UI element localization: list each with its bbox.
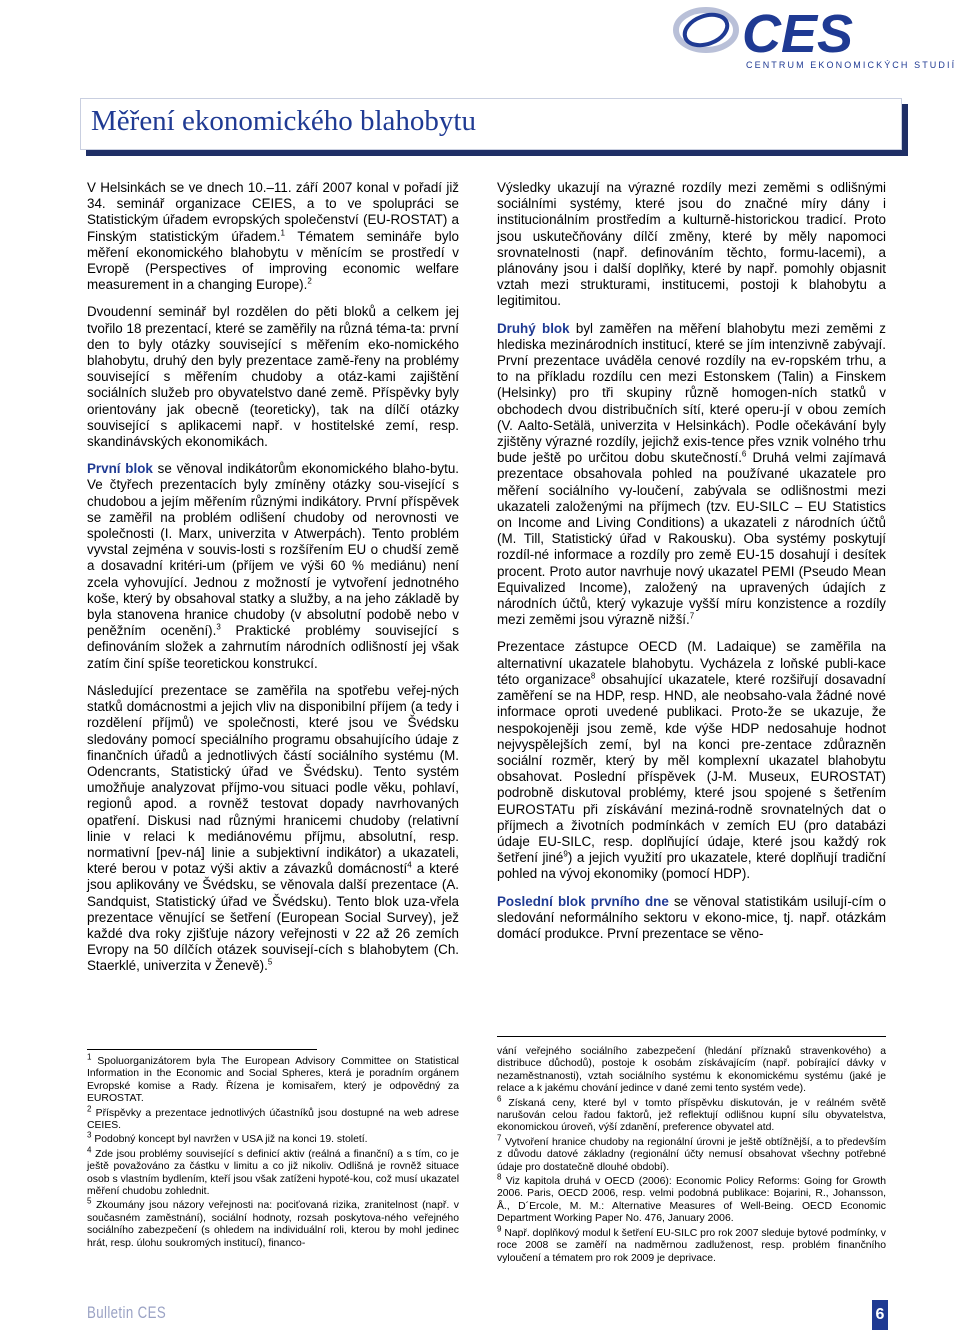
last-block-paragraph: Poslední blok prvního dne se věnoval statistikám usilují-cím o sledování neformálního sektoru v ekono-mice, tj. např. otázkám domácí produkce. První prezentace se věno- [497,893,886,941]
footnotes-right [497,1046,886,1267]
footnote-8: $^8$ Viz kapitola druhá v OECD (2006): Economic Policy Reforms: Going for Growth 2006. Paris, OECD 2006, resp. velmi podobná publikace: Bojarini, R., Johansson, Å., D´Ercole, M. M.: Alternative Measures of Well-Being. OECD Economic Department Working Paper No. 476, January 2006. [497,1172,886,1225]
footnote-2: $^2$ Příspěvky a prezentace jednotlivých účastníků jsou dostupné na web adrese CEIES. [87,1104,460,1132]
footnote-rule-right [497,1036,886,1037]
oecd-paragraph: Prezentace zástupce OECD (M. Ladaique) se zaměřila na alternativní ukazatele blahobytu. Vycházela z loňské publi-kace této organizace$^8$ obsahující ukazatele, které rozšiřují dosavadní zaměření se na HDP, resp. HND, ale neobsaho-vala žádné nové informace oproti uvedené publikaci. Proto-že se ukazuje, že nespokojeněji jsou země, kde výše HDP nedosahuje hodnot nejvyspělejších zemí, byl na konci pre-zentace zdůrazněn sociální rozměr, který by měl komplexní ukazatel blahobytu obsahovat. Poslední příspěvek (J-M. Museux, EUROSTAT) podrobně diskutoval problémy, které jsou spojené s šetřením EUROSTATu při získávání meziná-rodně srovnatelných dat o příjmech a životních podmínkách v zemích EU (pro databázi údaje EU-SILC, resp. doplňující údaje, které jsou každý rok šetření jiné$^9$) a jejich využití pro ukazatele, které doplňují tradiční pohled na vývoj ekonomiky (pomocí HDP). [497,639,886,882]
right-column [497,180,886,953]
left-column [87,180,459,986]
logo-subtitle: CENTRUM EKONOMICKÝCH STUDIÍ [746,60,957,70]
first-block-paragraph: První blok se věnoval indikátorům ekonomického blaho-bytu. Ve čtyřech prezentacích byly zmíněny otázky sou-visející s chudobou a jejím měřením různými indikátory. První příspěvek se zaměřil na problém odlišení chudoby od nerovnosti ve společnosti (I. Marx, univerzita v Atwerpách). Tento problém vyvstal zejména v souvis-losti s rozšířením EU o chudší země a dosavadní kritéri-um (příjem ve výši 60 % mediánu) není zcela vyhovující. Jednou z možností je vytvoření jednotného koše, který by obsahoval statky a služby, a na jeho základě by byla stanovena hranice chudoby (v absolutní podobě nebo v peněžním ocenění).$^3$ Praktické problémy související s definováním složek a zahrnutím národních odlišností jej však zatím činí spíše teoretickou konstrukcí. [87,461,460,671]
footnote-5-continued: vání veřejného sociálního zabezpečení (hledání příznaků stravenkového) a distribuce důchodů), postoje k osobám získávajícím (např. pobírající dávky v nezaměstnanosti), vztah sociálního systému k ekonomickému systému (jaké je relace a k jakému chování jedince v dané zemi tento systém vede). [497,1046,886,1095]
publication-name: Bulletin CES [87,1303,167,1322]
page-number: 6 [872,1300,888,1330]
footnotes-left [87,1052,460,1252]
footnote-rule-left [87,1049,317,1050]
results-paragraph: Výsledky ukazují na výrazné rozdíly mezi zeměmi s odlišnými sociálními systémy, které jsou do značné míry dány i institucionálním prostředím a kulturně-historickou tradicí. Proto jsou uskutečňovány dílčí změny, které by měly napomoci srovnatelnosti (např. definováním těchto, formu-lacemi), a plánovány jsou i další doplňky, které by např. pomohly objasnit vztah mezi strukturami, institucemi, postoji k blahobytu a legitimitou. [497,180,886,309]
title-band [80,98,902,150]
footnote-1: $^1$ Spoluorganizátorem byla The European Advisory Committee on Statistical Information in the Economic and Social Spheres, která je poradním orgánem Evropské komise a Rady. Řízena je komisařem, který je odpovědný za EUROSTAT. [87,1052,459,1105]
footnote-6: $^6$ Získaná ceny, které byl v tomto příspěvku diskutován, je v reálném světě narušován celou řadou faktorů, jež reflektují odlišnou kupní sílu obyvatelstva, ekonomickou úroveň, výší zdanění, preference obyvatel atd. [497,1094,886,1134]
last-block-label: Poslední blok prvního dne [497,893,669,909]
second-block-label: Druhý blok [497,320,570,336]
ces-logo [672,2,957,72]
second-block-paragraph: Druhý blok byl zaměřen na měření blahobytu mezi zeměmi z hlediska mezinárodních institucí, které se jím intenzivně zabývají. První prezentace uváděla cenové rozdíly na ev-ropském trhu, a to na příkladu rozdílu cen mezi Estonskem (Talin) a Finskem (Helsinky) pro tři skupiny různě homogen-ních statků v obchodech dvou distribučních sítí, které operu-jí v obou zemích (V. Aalto-Setälä, univerzita v Helsinkách). Podle očekávání byly zjištěny výrazné rozdíly, jejichž exis-tence přes vznik volného trhu bude ještě po určitou dobu skutečností.$^6$ Druhá velmi zajímavá prezentace obsahovala pohled na používané ukazatele pro měření sociálního vy-loučení, zabývala se odlišnostmi mezi ukazateli založenými na příjmech (tzv. EU-SILC – EU Statistics on Income and Living Conditions) a ukazateli z národních účtů (M. Till, Statistický úřad v Rakousku). Oba systémy poskytují rozdíl-né informace a rozdíly pro země EU-15 dosahují i desítek procent. Proto autor navrhuje nový ukazatel PEMI (Pseudo Mean Equivalized Income), založený na upravených údajích z národních účtů, který vykazuje vyšší míru konzistence a rozdíly mezi zeměmi jsou výrazně nižší.$^7$ [497,320,886,628]
overview-paragraph: Dvoudenní seminář byl rozdělen do pěti bloků a celkem jej tvořilo 18 prezentací, které se zaměřily na různá téma-ta: první den to byly otázky související s měřením eko-nomického blahobytu, druhý den byly prezentace zamě-řeny na problémy související s měřením chudoby a otáz-kami zajištění sociálních služeb pro obyvatelstvo dané země. Příspěvky byly orientovány jak obecně (teoreticky), tak na dílčí otázky související s aplikacemi např. v hostitelské zemí, resp. skandinávských ekonomikách. [87,304,459,450]
footnote-4: $^4$ Zde jsou problémy související s definicí aktiv (reálná a finanční) a s tím, co je ještě považováno za částku v limitu a co již nikoliv. Odlišná je rovněž situace osob s vlastním bydlením, kteří jsou však zatíženi hypoté-kou, což musí ukazatel měření chudobu zohlednit. [87,1145,459,1198]
intro-paragraph: V Helsinkách se ve dnech 10.–11. září 2007 konal v pořadí již 34. seminář organizace CEIES, a to ve spolupráci se Statistickým úřadem evropských společenství (EU-ROSTAT) a Finským statistickým úřadem.$^1$ Tématem semináře bylo měření ekonomického blahobytu v měnícím se prostředí v Evropě (Perspectives of improving economic welfare measurement in a changing Europe).$^2$ [87,180,459,293]
footnote-9: $^9$ Např. doplňkový modul k šetření EU-SILC pro rok 2007 sleduje bytové podmínky, v roce 2008 se zaměří na nadměrnou zadluženost, resp. problém finančního vyloučení a tématem pro rok 2009 je deprivace. [497,1224,887,1264]
footnote-7: $^7$ Vytvoření hranice chudoby na regionální úrovni je ještě obtížnější, a to především z důvodu datové základny (regionální účty nemusí obsahovat všechny potřebné údaje pro dostatečně dlouhé období). [497,1133,887,1173]
next-presentation-paragraph: Následující prezentace se zaměřila na spotřebu veřej-ných statků domácnostmi a jejich vliv na disponibilní příjem (a tedy i rozdělení příjmů) ve společnosti, které jsou ve Švédsku sledovány pomocí speciálního programu obsahujícího údaje z finančních úřadů a jednotlivých částí sociálního systému (M. Odencrants, Statistický úřad ve Švédsku). Tento systém umožňuje analyzovat příjmo-vou situaci podle věku, pohlaví, regionů apod. a rovněž testovat dopady navrhovaných opatření. Diskusi nad různými hranicemi chudoby (relativní linie v relaci k mediánovému příjmu, absolutní, resp. normativní [pev-ná] linie a subjektivní indikátor) a ukazateli, které berou v potaz výši aktiv a závazků domácností$^4$ a které jsou aplikovány ve Švédsku, se věnovala další prezentace (A. Sandquist, Statistický úřad ve Švédsku). Tento blok uza-vřela prezentace věnující se šetření (European Social Survey), jež každé dva roky zjišťuje názory veřejnosti v 22 až 26 zemích Evropy na 50 dílčích otázek souvisejí-cích s blahobytem (Ch. Staerklé, univerzita v Ženevě).$^5$ [87,682,459,974]
page-title: Měření ekonomického blahobytu [91,105,476,137]
first-block-label: První blok [87,461,153,477]
footnote-3: $^3$ Podobný koncept byl navržen v USA již na konci 19. století. [87,1130,368,1146]
footnote-5: $^5$ Zkoumány jsou názory veřejnosti na: pociťovaná rizika, zranitelnost (např. v současném zaměstnání), sociální hodnoty, rozsah poskytova-ného veřejného sociálního zabezpečení (s ohledem na individuální roli, kterou by mohl jedinec hrát, resp. úlohu soukromých institucí), financo- [87,1197,460,1249]
logo-word: CES [742,4,854,64]
